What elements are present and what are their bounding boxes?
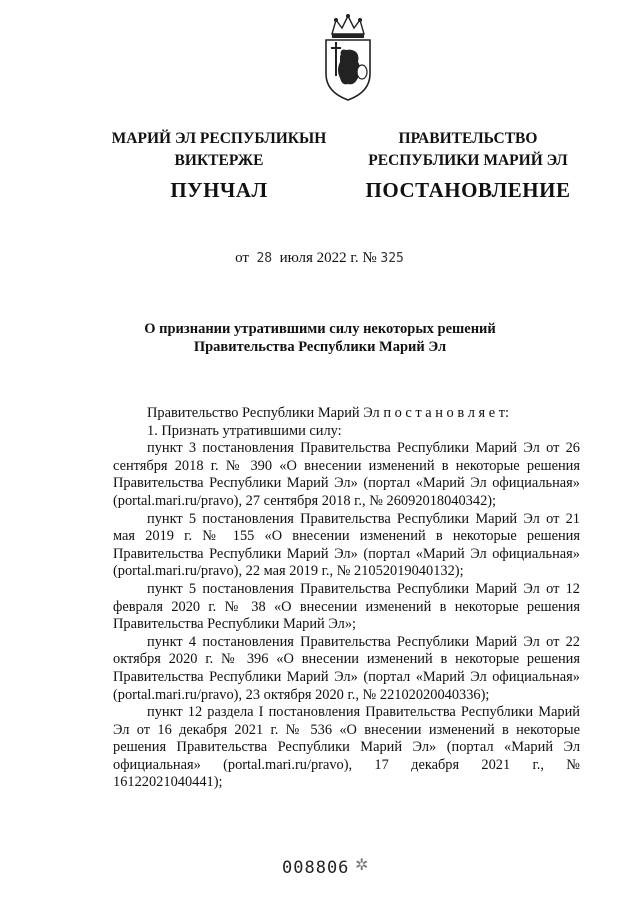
date-month-year: июля 2022 г. №	[279, 250, 377, 266]
header-left	[98, 128, 340, 203]
header-right-doc-type: ПОСТАНОВЛЕНИЕ	[365, 178, 571, 202]
document-number: 325	[380, 251, 404, 266]
document-date-line	[0, 250, 639, 267]
header-left-doc-type: ПУНЧАЛ	[170, 178, 268, 202]
coat-of-arms-emblem	[318, 12, 378, 102]
serial-number-stamp: 008806	[282, 858, 350, 878]
header-right-line1: ПРАВИТЕЛЬСТВО	[398, 130, 538, 147]
header-right	[352, 128, 584, 203]
date-day: 28	[256, 251, 273, 266]
body-paragraph: 1. Признать утратившими силу:	[147, 422, 342, 439]
header-left-line1: МАРИЙ ЭЛ РЕСПУБЛИКЫН	[111, 130, 327, 147]
document-title	[110, 320, 530, 356]
stamp-star-icon: ✲	[355, 857, 369, 874]
body-paragraph: пункт 3 постановления Правительства Республики Марий Эл от 26 сентября 2018 г. № 390 «О внесении изменений в некоторые решения Правительства Республики Марий Эл» (портал «Марий Эл официальная» (portal.mari.ru/pravo), 27 сентября 2018 г., № 26092018040342);	[113, 440, 580, 509]
body-paragraph: пункт 5 постановления Правительства Республики Марий Эл от 12 февраля 2020 г. № 38 «О внесении изменений в некоторые решения Правительства Республики Марий Эл»;	[113, 580, 580, 633]
date-prefix: от	[235, 250, 249, 266]
body-paragraph: пункт 5 постановления Правительства Республики Марий Эл от 21 мая 2019 г. № 155 «О внесении изменений в некоторые решения Правительства Республики Марий Эл» (портал «Марий Эл официальная» (portal.mari.ru/pravo), 22 мая 2019 г., № 21052019040132);	[113, 510, 580, 580]
body-paragraph: пункт 12 раздела I постановления Правительства Республики Марий Эл от 16 декабря 2021 г. № 536 «О внесении изменений в некоторые решения Правительства Республики Марий Эл» (портал «Марий Эл официальная» (portal.mari.ru/pravo), 17 декабря 2021 г., № 16122021040441);	[113, 704, 580, 791]
body-paragraph: Правительство Республики Марий Эл п о с т а н о в л я е т:	[147, 405, 510, 421]
document-body	[113, 405, 580, 792]
header-right-line2: РЕСПУБЛИКИ МАРИЙ ЭЛ	[368, 152, 568, 169]
title-line2: Правительства Республики Марий Эл	[193, 339, 447, 355]
body-paragraph: пункт 4 постановления Правительства Республики Марий Эл от 22 октября 2020 г. № 396 «О внесении изменений в некоторые решения Правительства Республики Марий Эл» (портал «Марий Эл официальная» (portal.mari.ru/pravo), 23 октября 2020 г., № 22102020040336);	[113, 633, 580, 703]
title-line1: О признании утратившими силу некоторых решений	[144, 321, 496, 337]
header-left-line2: ВИКТЕРЖЕ	[174, 152, 264, 169]
